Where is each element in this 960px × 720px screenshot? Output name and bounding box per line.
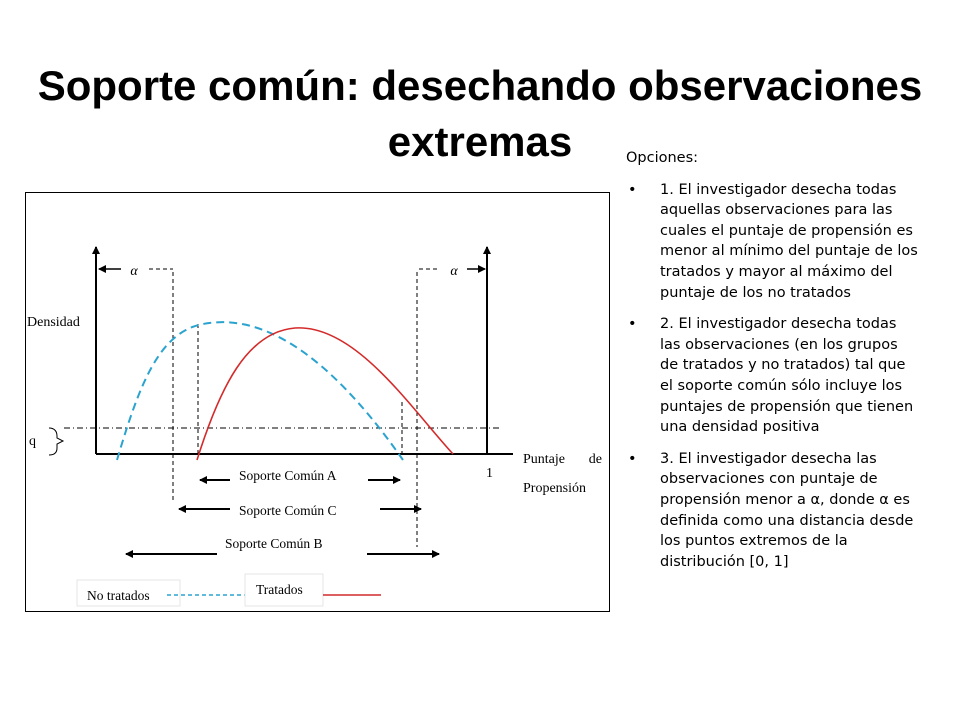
y-axis-label: Densidad [27, 315, 80, 330]
bullet-icon: • [628, 181, 637, 198]
legend-treated-label: Tratados [256, 582, 303, 597]
x-axis-label-de: de [588, 452, 602, 467]
support-a-label: Soporte Común A [239, 468, 337, 483]
option-text: 1. El investigador desecha todas aquellas observaciones para las cuales el puntaje de propensión es menor al mínimo del puntaje de los tratados y mayor al máximo del puntaje de los no tratados [660, 181, 918, 301]
options-list [626, 180, 918, 573]
legend-untreated-label: No tratados [87, 588, 150, 603]
option-text: 3. El investigador desecha las observaciones con puntaje de propensión menor a α, donde α es definida como una distancia desde los puntos extremos de la distribución [0, 1] [660, 450, 914, 570]
option-text: 2. El investigador desecha todas las observaciones (en los grupos de tratados y no tratados) tal que el soporte común sólo incluye los puntajes de propensión que tienen una densidad positiva [660, 316, 914, 436]
options-heading: Opciones: [626, 150, 699, 166]
alpha-right-label: α [450, 264, 458, 279]
x-axis-label-line1: Puntaje [523, 452, 565, 467]
q-label: q [29, 434, 36, 449]
title-line-2: extremas [387, 118, 573, 165]
x-axis-label-line2: Propensión [523, 481, 586, 496]
support-c-label: Soporte Común C [239, 503, 337, 518]
option-item [626, 314, 918, 438]
title-line-1: Soporte común: desechando observaciones [37, 62, 923, 109]
common-support-diagram [25, 192, 610, 612]
x-axis-end-label: 1 [486, 466, 493, 481]
treated-density-curve [197, 328, 453, 460]
bullet-icon: • [628, 450, 637, 467]
option-item [626, 449, 918, 573]
bullet-icon: • [628, 316, 637, 333]
options-panel [626, 148, 918, 583]
option-item [626, 180, 918, 304]
support-b-label: Soporte Común B [225, 536, 323, 551]
alpha-left-label: α [130, 264, 138, 279]
q-brace [49, 428, 63, 455]
